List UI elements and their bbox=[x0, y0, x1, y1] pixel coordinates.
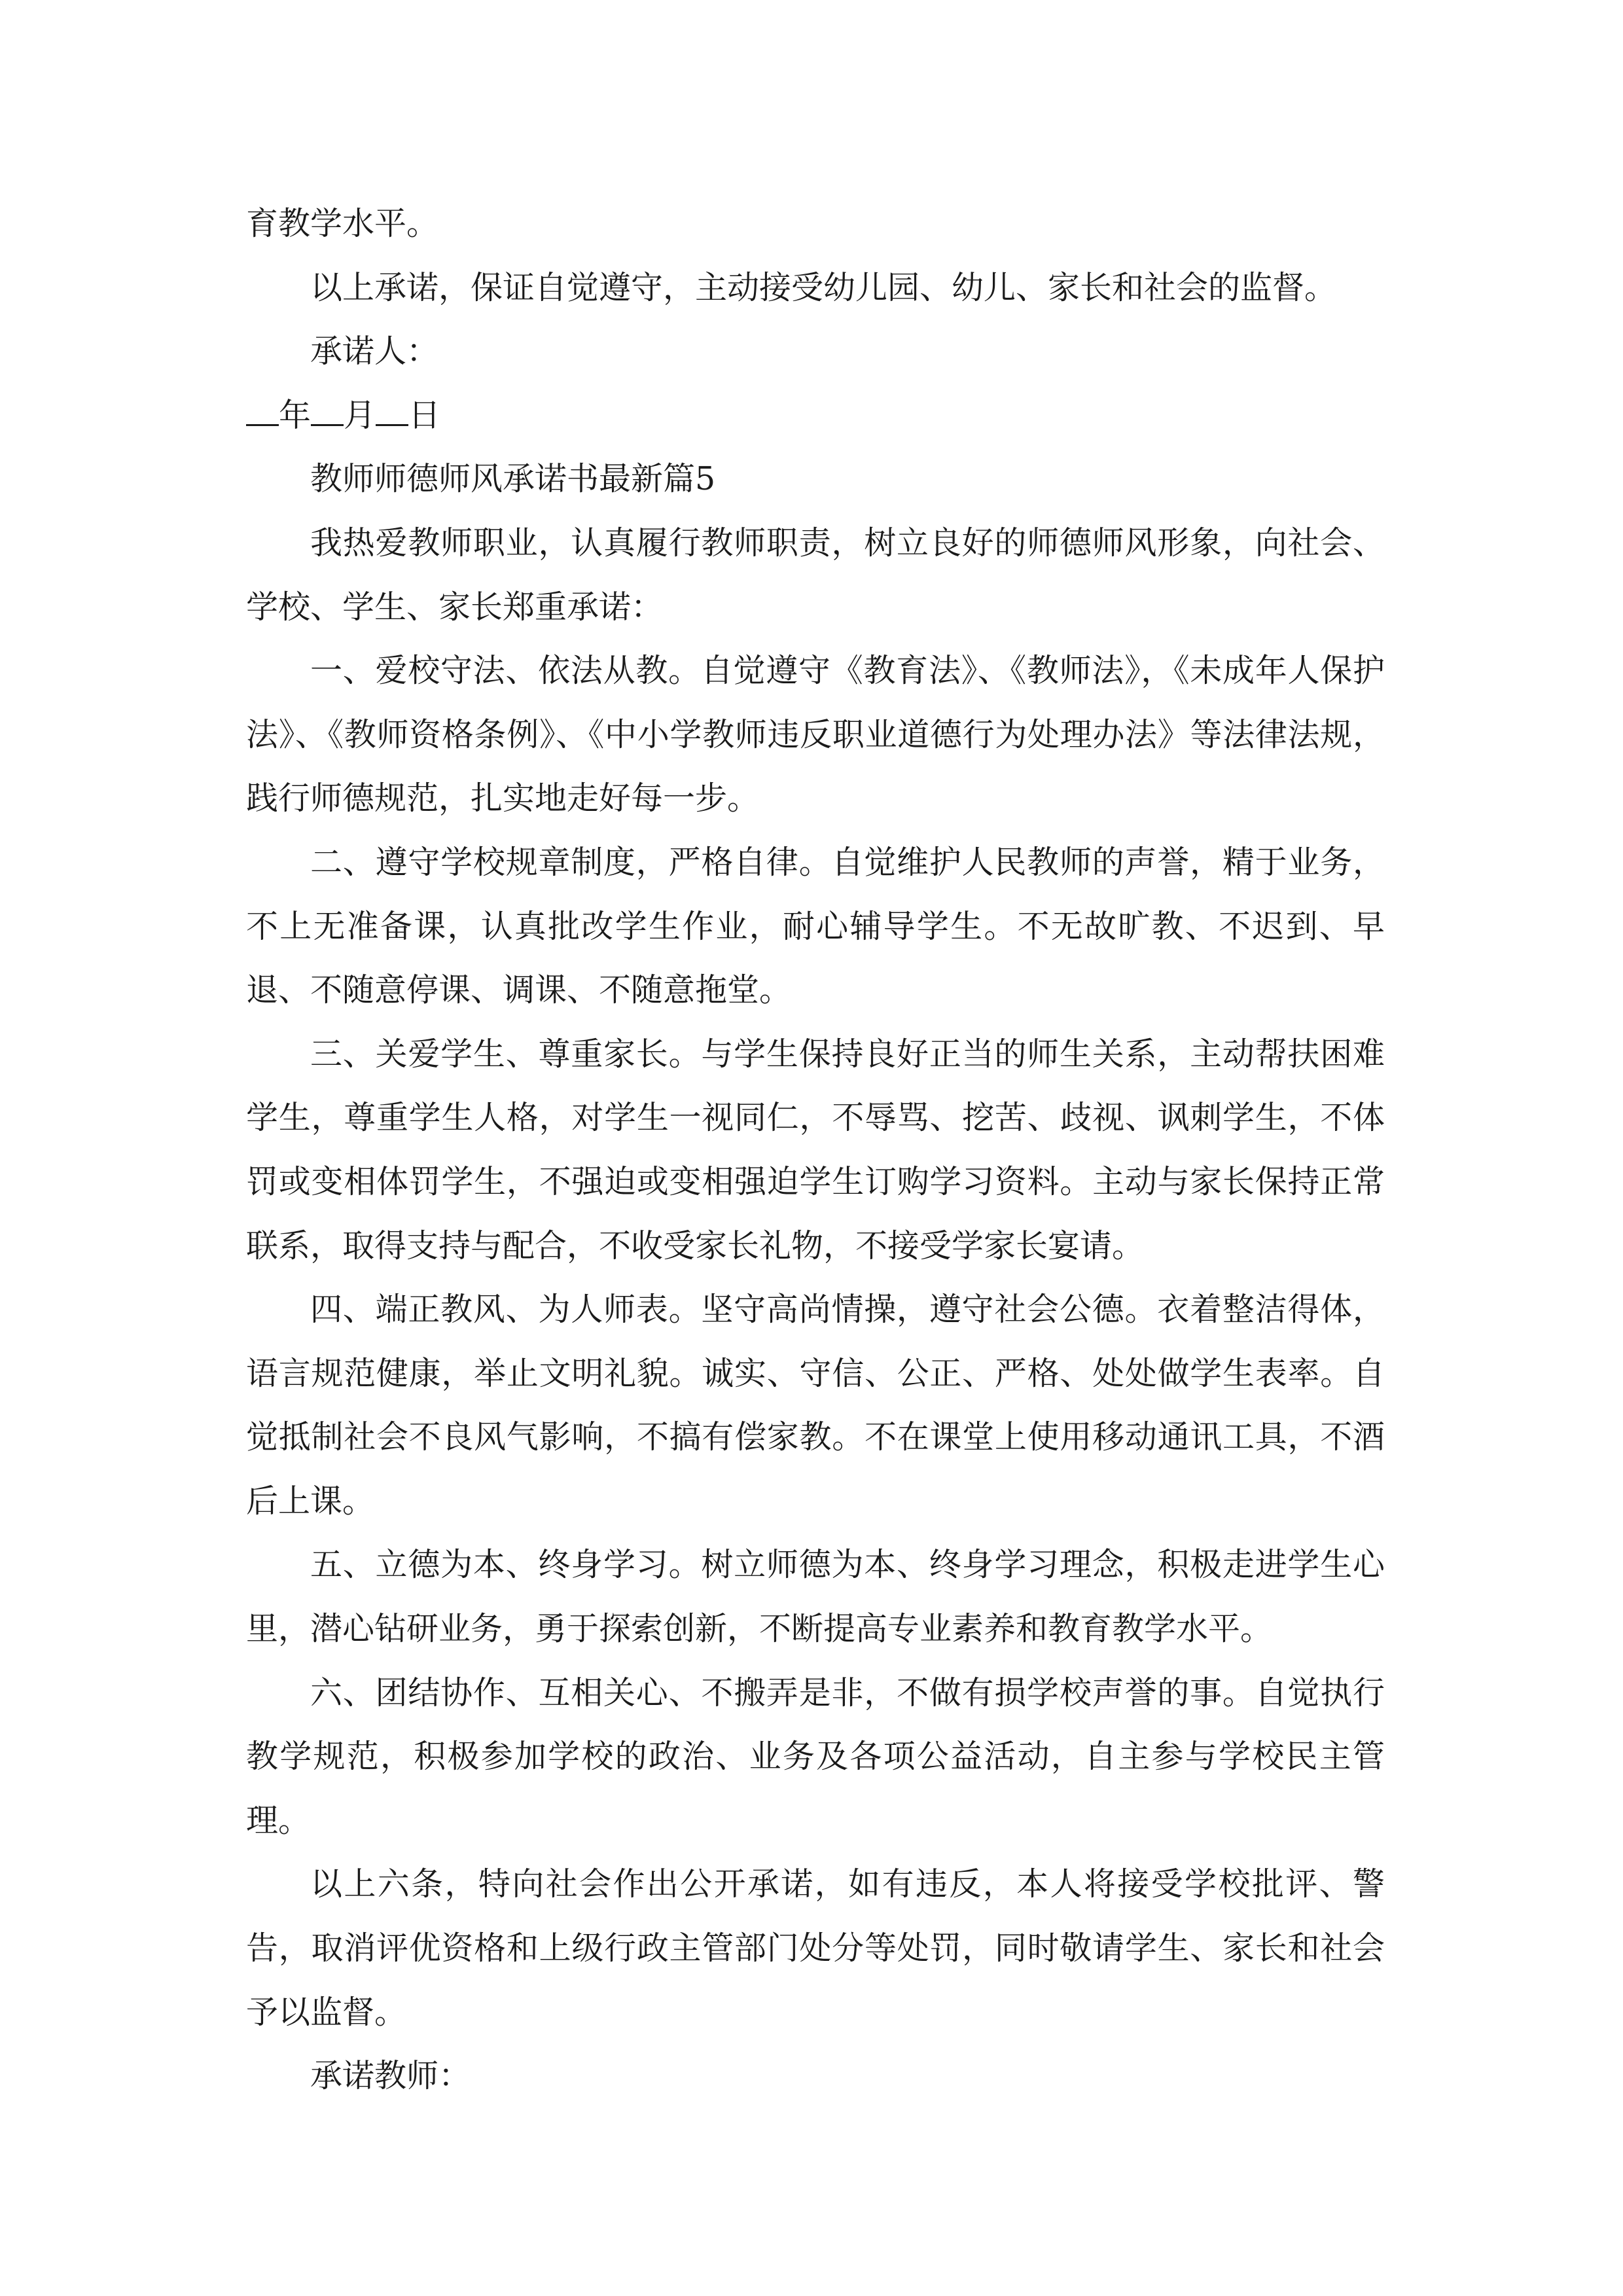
day-blank bbox=[376, 398, 408, 426]
paragraph-item-5: 五、立德为本、终身学习。树立师德为本、终身学习理念，积极走进学生心里，潜心钻研业务，勇于探索创新，不断提高专业素养和教育教学水平。 bbox=[246, 1546, 1385, 1648]
year-label: 年 bbox=[279, 396, 312, 434]
paragraph-item-2: 二、遵守学校规章制度，严格自律。自觉维护人民教师的声誉，精于业务，不上无准备课，认真批改学生作业，耐心辅导学生。不无故旷教、不迟到、早退、不随意停课、调课、不随意拖堂。 bbox=[246, 843, 1385, 1009]
teacher-signature-label: 承诺教师： bbox=[310, 2057, 471, 2095]
date-line bbox=[246, 384, 1385, 448]
promiser-label: 承诺人： bbox=[310, 332, 439, 370]
paragraph-continuation: 育教学水平。 bbox=[246, 205, 439, 242]
paragraph-intro: 我热爱教师职业，认真履行教师职责，树立良好的师德师风形象，向社会、学校、学生、家长郑重承诺： bbox=[246, 524, 1385, 626]
month-blank bbox=[311, 398, 344, 426]
year-blank bbox=[246, 398, 279, 426]
paragraph-item-3: 三、关爱学生、尊重家长。与学生保持良好正当的师生关系，主动帮扶困难学生，尊重学生人格，对学生一视同仁，不辱骂、挖苦、歧视、讽刺学生，不体罚或变相体罚学生，不强迫或变相强迫学生订购学习资料。主动与家长保持正常联系，取得支持与配合，不收受家长礼物，不接受学家长宴请。 bbox=[246, 1035, 1385, 1265]
paragraph-item-1: 一、爱校守法、依法从教。自觉遵守《教育法》、《教师法》，《未成年人保护法》、《教师资格条例》、《中小学教师违反职业道德行为处理办法》等法律法规，践行师德规范，扎实地走好每一步。 bbox=[246, 652, 1385, 817]
day-label: 日 bbox=[408, 396, 441, 434]
section-title: 教师师德师风承诺书最新篇5 bbox=[310, 460, 716, 498]
document-body bbox=[246, 192, 1385, 2108]
paragraph-item-4: 四、端正教风、为人师表。坚守高尚情操，遵守社会公德。衣着整洁得体，语言规范健康，举止文明礼貌。诚实、守信、公正、严格、处处做学生表率。自觉抵制社会不良风气影响，不搞有偿家教。不在课堂上使用移动通讯工具，不酒后上课。 bbox=[246, 1291, 1385, 1520]
paragraph-promise-closing: 以上承诺，保证自觉遵守，主动接受幼儿园、幼儿、家长和社会的监督。 bbox=[310, 268, 1337, 306]
paragraph-item-6: 六、团结协作、互相关心、不搬弄是非，不做有损学校声誉的事。自觉执行教学规范，积极参加学校的政治、业务及各项公益活动，自主参与学校民主管理。 bbox=[246, 1674, 1385, 1839]
month-label: 月 bbox=[344, 396, 376, 434]
paragraph-summary: 以上六条，特向社会作出公开承诺，如有违反，本人将接受学校批评、警告，取消评优资格和上级行政主管部门处分等处罚，同时敬请学生、家长和社会予以监督。 bbox=[246, 1865, 1385, 2031]
